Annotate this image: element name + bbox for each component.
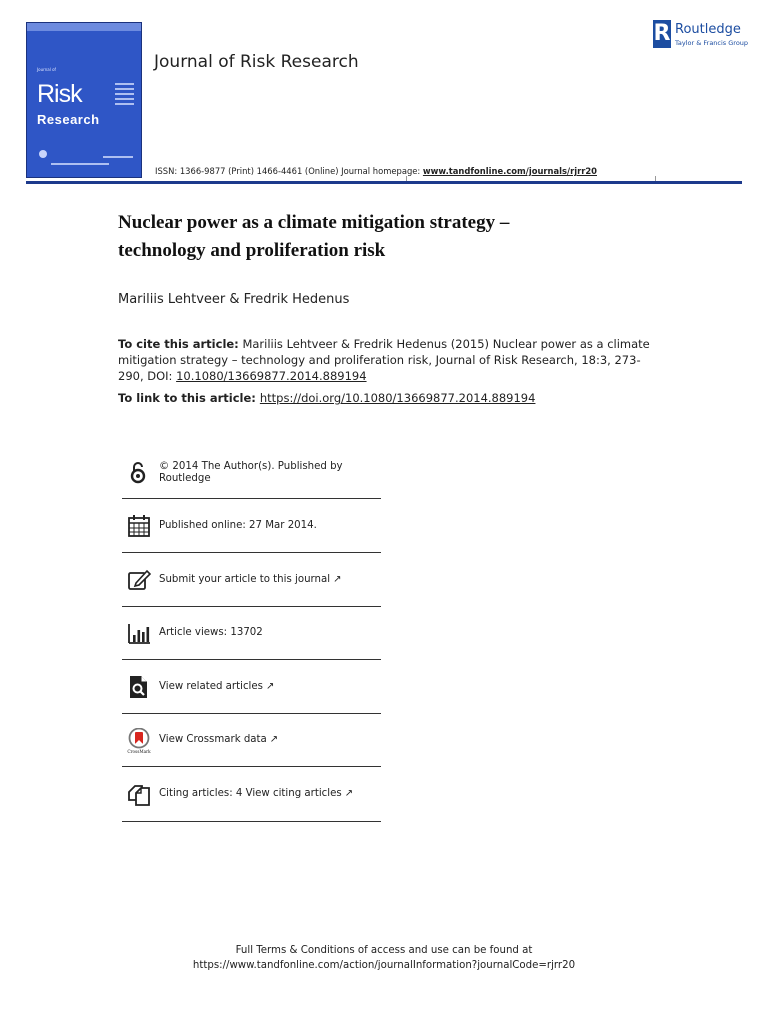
submit-article-link[interactable] [159, 574, 379, 586]
cover-journal-of: Journal of [37, 67, 56, 72]
external-link-icon: ↗ [344, 788, 354, 799]
info-row-citing[interactable] [122, 767, 381, 822]
link-label: To link to this article: [118, 391, 260, 405]
article-title [118, 209, 638, 265]
info-row-published [122, 499, 381, 553]
related-articles-label: View related articles [159, 680, 263, 692]
citing-articles-link[interactable] [159, 788, 379, 800]
publisher-name: Routledge [675, 22, 741, 37]
crossmark-caption: CrossMark [127, 749, 151, 754]
cover-risk: Risk [37, 80, 82, 108]
cover-official [103, 156, 133, 158]
journal-cover-image [26, 22, 142, 178]
terms-footer [0, 943, 768, 973]
cite-doi-link[interactable]: 10.1080/13669877.2014.889194 [176, 369, 367, 383]
submit-article-label: Submit your article to this journal [159, 573, 331, 585]
journal-title: Journal of Risk Research [154, 52, 359, 72]
article-views-text: Article views: 13702 [159, 627, 263, 638]
journal-homepage-link[interactable]: www.tandfonline.com/journals/rjrr20 [422, 166, 597, 176]
article-link-block [118, 390, 663, 406]
footer-terms-url[interactable]: https://www.tandfonline.com/action/journalInformation?journalCode=rjrr20 [192, 960, 576, 971]
article-info-list [122, 448, 381, 822]
article-title-line1: Nuclear power as a climate mitigation strategy – [118, 212, 510, 233]
info-row-crossmark[interactable] [122, 714, 381, 767]
cite-text: Mariliis Lehtveer & Fredrik Hedenus (2015) Nuclear power as a climate mitigation strategy – technology and proliferation risk, Journal of Risk Research, 18:3, 273-290, DOI: [118, 337, 650, 383]
calendar-icon [127, 514, 151, 538]
citing-articles-label: Citing articles: 4 View citing articles [159, 788, 342, 799]
issn-line [155, 166, 597, 176]
article-doi-link[interactable]: https://doi.org/10.1080/13669877.2014.889194 [259, 391, 536, 405]
cover-top-strip [27, 23, 141, 31]
publisher-logo [653, 20, 749, 48]
cover-badge [39, 150, 47, 158]
crossmark-icon [127, 728, 151, 752]
cover-official-line [51, 163, 109, 165]
related-search-icon [127, 675, 151, 699]
info-row-related[interactable] [122, 660, 381, 714]
cite-label: To cite this article: [118, 337, 239, 351]
publisher-subtitle: Taylor & Francis Group [675, 39, 749, 47]
external-link-icon: ↗ [333, 573, 342, 585]
external-link-icon: ↗ [269, 734, 279, 745]
issn-text: ISSN: 1366-9877 (Print) 1466-4461 (Online) Journal homepage: [155, 166, 423, 176]
info-row-submit[interactable] [122, 553, 381, 607]
crossmark-link[interactable] [159, 734, 379, 746]
crossmark-label: View Crossmark data [159, 734, 267, 745]
article-authors: Mariliis Lehtveer & Fredrik Hedenus [118, 292, 350, 307]
published-online-text: Published online: 27 Mar 2014. [159, 519, 317, 531]
info-row-views [122, 607, 381, 660]
bar-chart-icon [127, 621, 151, 645]
citing-articles-icon [127, 782, 151, 806]
citation-block [118, 336, 663, 384]
copyright-text: © 2014 The Author(s). Published by Routledge [159, 461, 343, 484]
external-link-icon: ↗ [265, 680, 275, 692]
info-row-open-access [122, 448, 381, 499]
cover-volume-box [115, 80, 134, 118]
header-rule [26, 181, 742, 184]
routledge-logo-icon: R [653, 21, 671, 46]
open-access-icon [127, 461, 151, 485]
footer-line1: Full Terms & Conditions of access and use can be found at [235, 945, 533, 956]
cover-research: Research [37, 112, 100, 127]
related-articles-link[interactable] [159, 681, 379, 693]
edit-icon [127, 568, 151, 592]
article-title-line2: technology and proliferation risk [118, 240, 386, 261]
